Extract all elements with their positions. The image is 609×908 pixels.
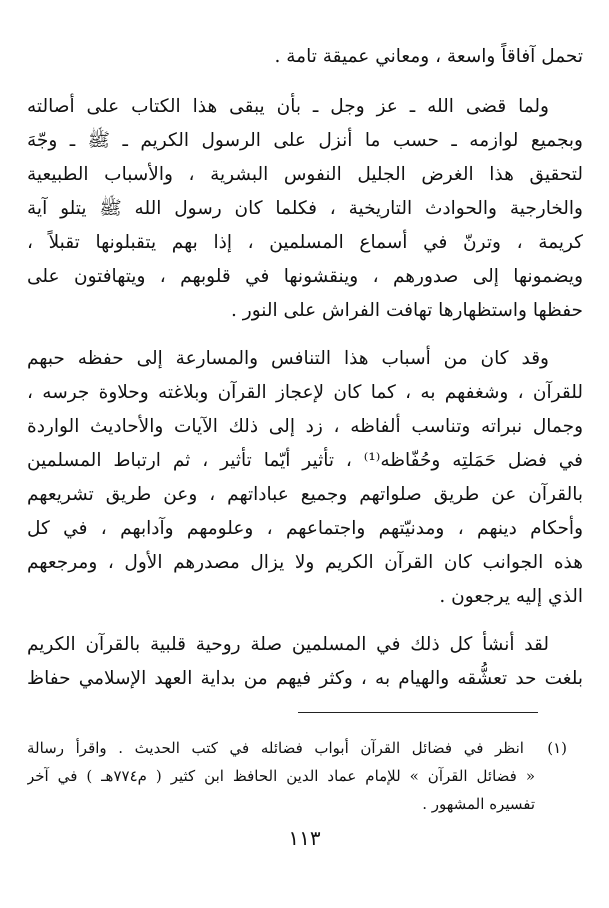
text-line: ويضمونها إلى صدورهم ، وينقشونها في قلوبهم ، ويتهافتون على	[27, 266, 583, 287]
footnote-separator	[298, 712, 538, 713]
footnote-marker: (١)	[547, 739, 567, 757]
text-line: في فضل حَمَلتِه وحُفّاظه⁽¹⁾ ، تأثير أيّما تأثير ، ثم ارتباط المسلمين	[27, 450, 583, 471]
page-number: ١١٣	[288, 826, 321, 850]
text-line: الذي إليه يرجعون .	[439, 586, 583, 607]
text-line: بلغت حد تعشُّقه والهيام به ، وكثر فيهم من بداية العهد الإسلامي حفاظ	[27, 668, 583, 689]
text-line: والخارجية والحوادث التاريخية ، فكلما كان رسول الله ﷺ يتلو آية	[27, 198, 583, 219]
text-line: كريمة ، وترنّ في أسماع المسلمين ، إذا بهم يتقبلونها تقبلاً ،	[27, 232, 583, 253]
footnote-text: انظر في فضائل القرآن أبواب فضائله في كتب الحديث . واقرأ رسالة	[27, 739, 524, 757]
text-line: لقد أنشأ كل ذلك في المسلمين صلة روحية قلبية بالقرآن الكريم	[27, 634, 549, 655]
text-line: هذه الجوانب كان القرآن الكريم ولا يزال مصدرهم الأول ، ومرجعهم	[27, 552, 583, 573]
text-line: بالقرآن عن طريق صلواتهم وجميع عباداتهم ، وعن طريق تشريعهم	[27, 484, 583, 505]
text-line: وقد كان من أسباب هذا التنافس والمسارعة إلى حفظه حبهم	[27, 348, 549, 369]
text-line: وبجميع لوازمه ـ حسب ما أنزل على الرسول الكريم ـ ﷺ ـ وجّهَ	[27, 130, 583, 151]
text-line: للقرآن ، وشغفهم به ، كما كان لإعجاز القرآن وبلاغته وحلاوة جرسه ،	[27, 382, 583, 403]
text-line: لتحقيق هذا الغرض الجليل النفوس البشرية ، والأسباب الطبيعية	[27, 164, 583, 185]
text-line: حفظها واستظهارها تهافت الفراش على النور .	[231, 300, 583, 321]
text-line: وأحكام دينهم ، ومدنيّتهم واجتماعهم ، وعلومهم وآدابهم ، في كل	[27, 518, 583, 539]
footnote-line	[27, 734, 567, 762]
text-line: وجمال نبراته وتناسب ألفاظه ، زد إلى ذلك الآيات والأحاديث الواردة	[27, 416, 583, 437]
footnote-line: « فضائل القرآن » للإمام عماد الدين الحافظ ابن كثير ( م٧٧٤هـ ) في آخر	[27, 767, 535, 785]
text-line: ولما قضى الله ـ عز وجل ـ بأن يبقى هذا الكتاب على أصالته	[27, 96, 549, 117]
footnote-line: تفسيره المشهور .	[422, 795, 535, 813]
text-line: تحمل آفاقاً واسعة ، ومعاني عميقة تامة .	[274, 46, 583, 67]
